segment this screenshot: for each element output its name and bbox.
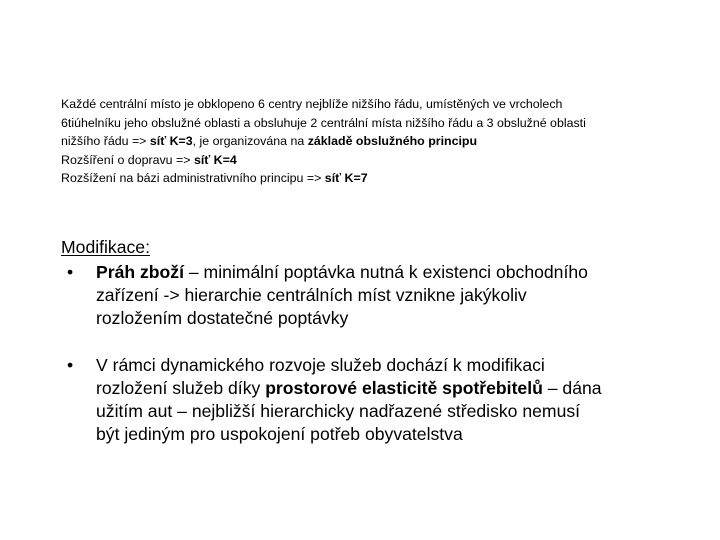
intro-line-k7 — [61, 169, 681, 188]
list-item-text: – minimální poptávka nutná k existenci obchodního — [183, 262, 588, 282]
intro-text: Rozšíření o dopravu => — [61, 152, 194, 167]
modifications-heading: Modifikace: — [61, 237, 150, 257]
spatial-elasticity-term: prostorové elasticitě spotřebitelů — [265, 378, 543, 398]
list-item — [61, 261, 701, 330]
list-item-line: být jediným pro uspokojení potřeb obyvatelstva — [96, 424, 463, 444]
list-item-text: – dána — [542, 378, 602, 398]
service-principle-label: základě obslužného principu — [307, 134, 478, 148]
intro-line: Každé centrální místo je obklopeno 6 centry nejblíže nižšího řádu, umístěných ve vrcholech — [61, 97, 563, 111]
intro-text: nižšího řádu => — [61, 134, 150, 148]
list-item-line: užitím aut – nejbližší hierarchicky nadřazené středisko nemusí — [96, 401, 581, 421]
list-item-text: rozložení služeb díky — [96, 378, 266, 398]
intro-line-k3 — [61, 132, 681, 151]
modifications-section — [61, 236, 701, 446]
intro-text: , je organizována na — [192, 134, 308, 148]
network-k3-label: síť K=3 — [149, 134, 193, 148]
goods-threshold-term: Práh zboží — [96, 262, 184, 282]
list-item-line: V rámci dynamického rozvoje služeb dochází k modifikaci — [96, 355, 545, 375]
list-item-line: zařízení -> hierarchie centrálních míst vznikne jakýkoliv — [96, 285, 527, 305]
intro-paragraph — [61, 95, 681, 188]
intro-line-k4 — [61, 151, 681, 170]
bullet-icon: • — [67, 262, 74, 282]
network-k4-label: síť K=4 — [193, 152, 237, 167]
network-k7-label: síť K=7 — [324, 171, 368, 185]
list-item — [61, 354, 701, 446]
intro-text: Rozšížení na bázi administrativního principu => — [61, 171, 325, 185]
bullet-icon: • — [67, 355, 74, 375]
list-item-line: rozložením dostatečné poptávky — [96, 308, 349, 328]
list-item-line — [96, 261, 701, 284]
list-item-line — [96, 377, 701, 400]
intro-line: 6tiúhelníku jeho obslužné oblasti a obsluhuje 2 centrální místa nižšího řádu a 3 obslužné oblasti — [61, 115, 586, 130]
